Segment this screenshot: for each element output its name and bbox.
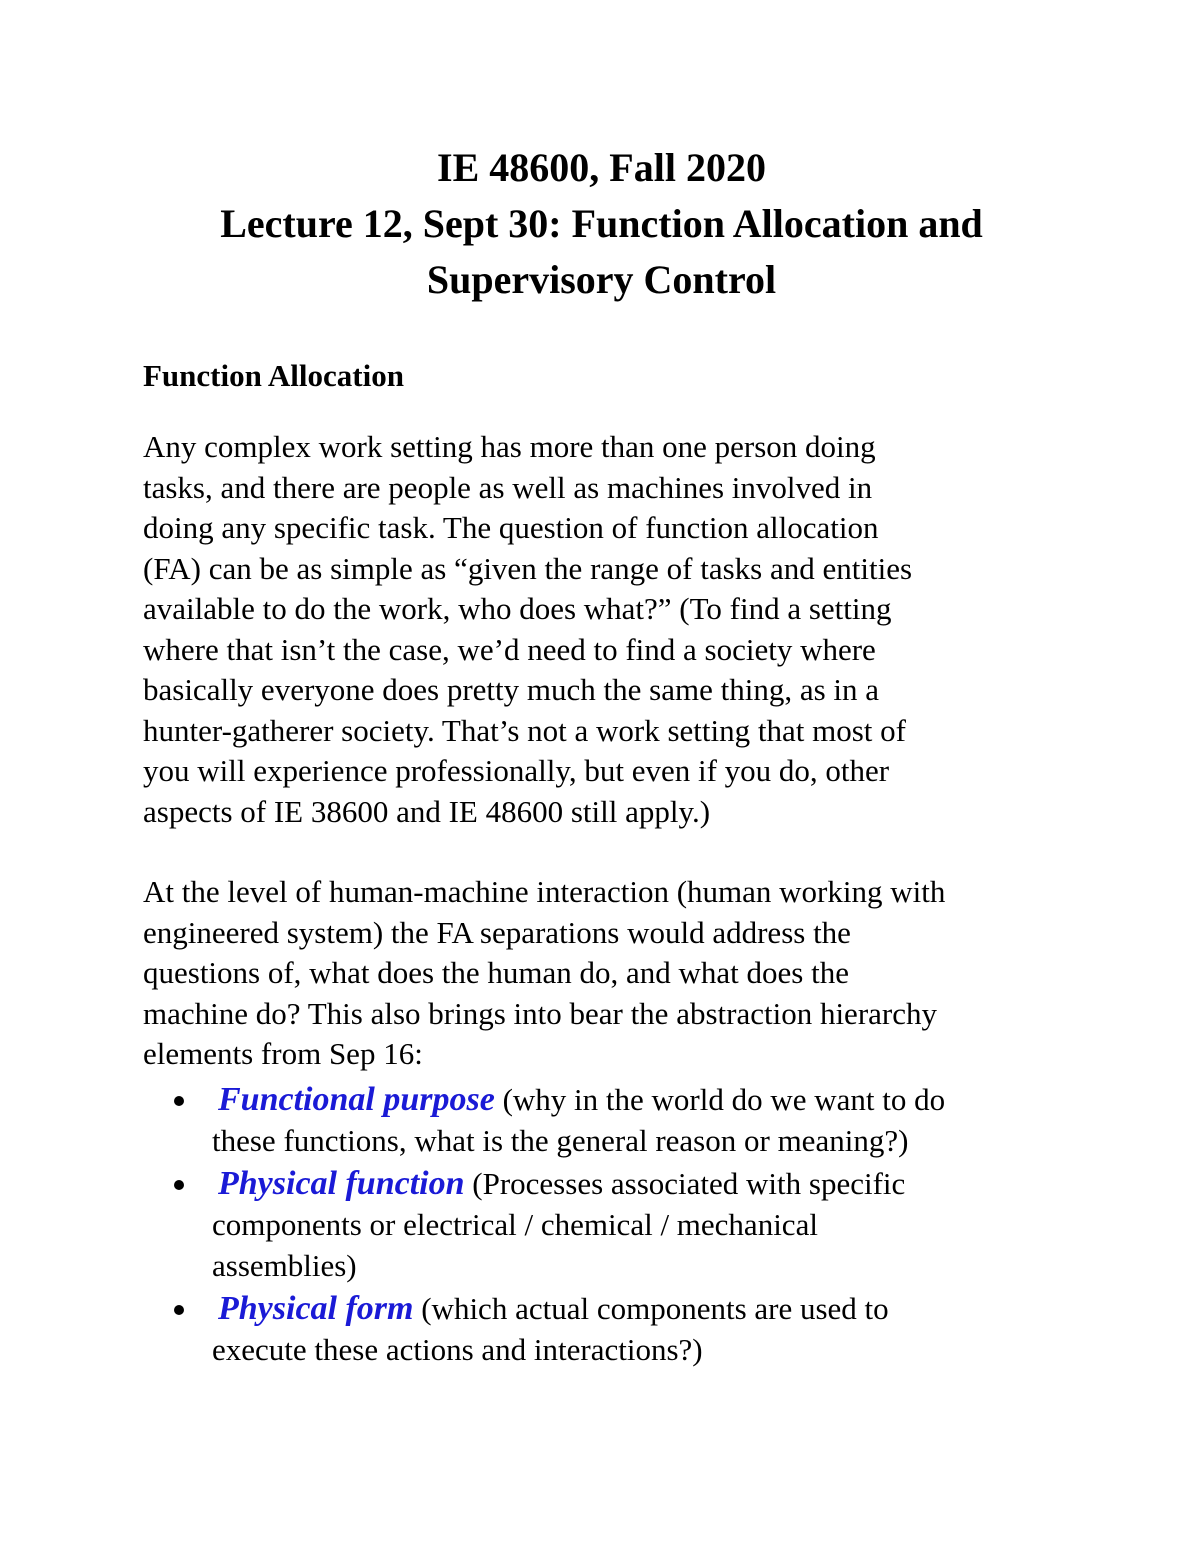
bullet-text: (which actual components are used to	[413, 1290, 889, 1326]
list-item-physical-function	[212, 1163, 1060, 1286]
term-functional-purpose: Functional purpose	[218, 1080, 495, 1118]
title-line-course: IE 48600, Fall 2020	[437, 145, 766, 190]
paragraph-line: you will experience professionally, but even if you do, other	[143, 753, 890, 788]
bullet-text: execute these actions and interactions?)	[212, 1331, 703, 1367]
paragraph-line: basically everyone does pretty much the same thing, as in a	[143, 672, 880, 707]
paragraph-line: (FA) can be as simple as “given the range of tasks and entities	[143, 550, 913, 586]
paragraph-line: aspects of IE 38600 and IE 48600 still apply.)	[143, 793, 711, 829]
paragraph-line: machine do? This also brings into bear the abstraction hierarchy	[143, 995, 937, 1031]
bullet-text: assemblies)	[212, 1247, 357, 1283]
paragraph-human-machine	[143, 872, 1060, 1075]
abstraction-hierarchy-list	[143, 1079, 1060, 1370]
paragraph-line: hunter-gatherer society. That’s not a work setting that most of	[143, 712, 906, 748]
section-heading: Function Allocation	[143, 358, 404, 393]
paragraph-line: Any complex work setting has more than one person doing	[143, 429, 876, 464]
list-item-functional-purpose	[212, 1079, 1060, 1161]
term-physical-function: Physical function	[218, 1164, 465, 1202]
bullet-text: (why in the world do we want to do	[494, 1081, 946, 1117]
paragraph-line: where that isn’t the case, we’d need to find a society where	[143, 631, 876, 667]
bullet-icon	[174, 1096, 184, 1106]
paragraph-line: doing any specific task. The question of function allocation	[143, 510, 879, 545]
list-item-physical-form	[212, 1288, 1060, 1370]
bullet-text: these functions, what is the general reason or meaning?)	[212, 1122, 909, 1158]
document-title	[143, 140, 1060, 308]
term-physical-form: Physical form	[218, 1289, 414, 1327]
title-line-topic: Supervisory Control	[426, 257, 777, 302]
paragraph-line: questions of, what does the human do, and what does the	[143, 955, 849, 990]
bullet-icon	[174, 1180, 184, 1190]
bullet-text: (Processes associated with specific	[464, 1165, 906, 1201]
paragraph-line: engineered system) the FA separations would address the	[143, 914, 851, 950]
bullet-icon	[174, 1305, 184, 1315]
bullet-text: components or electrical / chemical / mechanical	[212, 1206, 818, 1242]
paragraph-line: available to do the work, who does what?” (To find a setting	[143, 591, 892, 626]
paragraph-line: elements from Sep 16:	[143, 1036, 423, 1071]
paragraph-intro	[143, 427, 1060, 832]
paragraph-line: tasks, and there are people as well as machines involved in	[143, 469, 873, 505]
title-line-lecture: Lecture 12, Sept 30: Function Allocation and	[220, 201, 983, 246]
paragraph-line: At the level of human-machine interaction (human working with	[143, 874, 946, 909]
